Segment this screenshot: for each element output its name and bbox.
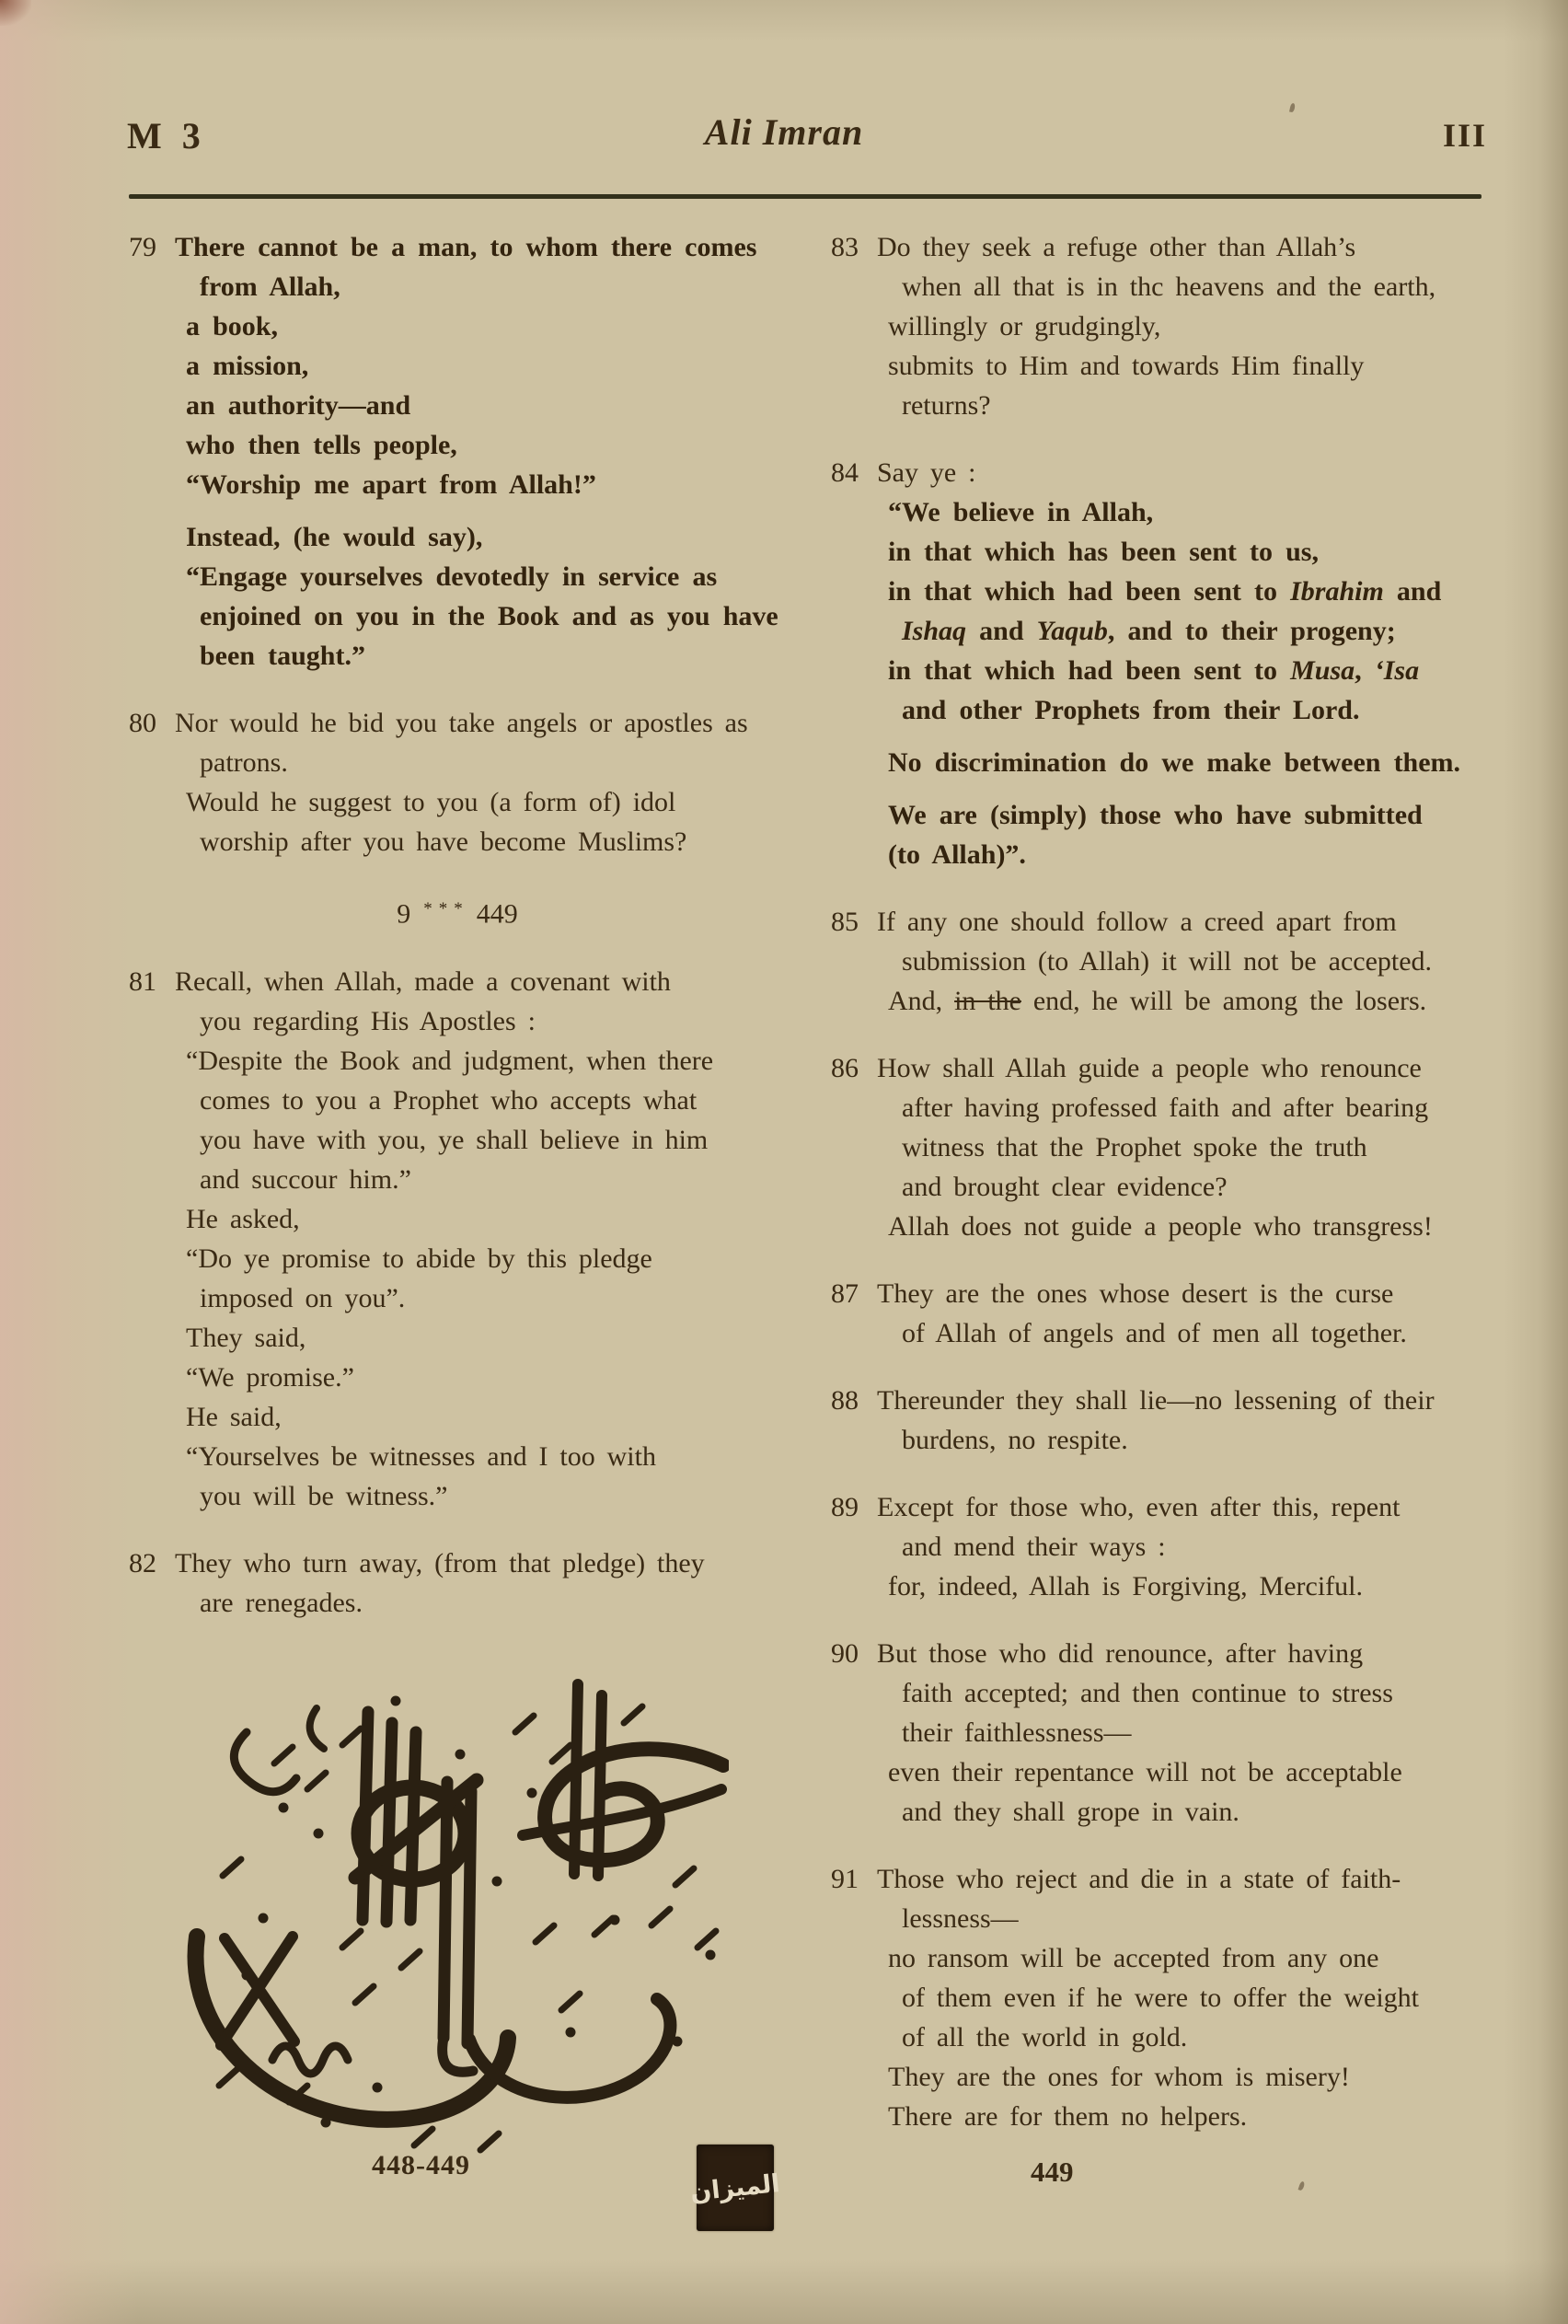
separator-right: 449 — [476, 898, 518, 930]
verse-line: Recall, when Allah, made a covenant with — [175, 965, 671, 997]
verse-line: Ishaq and Yaqub, and to their progeny; — [902, 616, 1396, 646]
verse-block — [831, 1274, 1532, 1353]
verse-number: 80 — [129, 708, 156, 738]
verse-line: their faithlessness— — [902, 1717, 1132, 1748]
verse-block — [129, 1544, 786, 1623]
verse-line: of all the world in gold. — [902, 2022, 1188, 2052]
verse-block — [129, 227, 786, 676]
verse-line: There cannot be a man, to whom there comes — [175, 232, 757, 262]
verse-line: in that which has been sent to us, — [888, 537, 1319, 567]
text-column-left — [129, 227, 786, 1650]
verse-line: for, indeed, Allah is Forgiving, Merciful. — [888, 1571, 1364, 1601]
verse-number: 87 — [831, 1278, 859, 1309]
verse-block — [831, 1859, 1532, 2136]
verse-line: enjoined on you in the Book and as you have — [200, 601, 778, 631]
verse-line: of them even if he were to offer the weight — [902, 1983, 1420, 2013]
page-number: 449 — [1031, 2156, 1074, 2188]
verse-line: He said, — [186, 1401, 282, 1432]
spread-page-numbers: 448-449 — [372, 2150, 470, 2180]
verse-line: submits to Him and towards Him finally — [888, 351, 1365, 381]
verse-line: “Worship me apart from Allah!” — [186, 469, 596, 500]
verse-line: Nor would he bid you take angels or apostles as — [175, 708, 748, 738]
verse-line: comes to you a Prophet who accepts what — [200, 1084, 698, 1116]
verse-line: Allah does not guide a people who transgress! — [888, 1211, 1433, 1242]
verse-lines — [877, 1381, 1532, 1460]
verse-line: “Do ye promise to abide by this pledge — [186, 1243, 652, 1274]
verse-line: How shall Allah guide a people who renounce — [877, 1053, 1422, 1083]
verse-line: (to Allah)”. — [888, 839, 1026, 870]
verse-line: and succour him.” — [200, 1163, 411, 1195]
text-column-right — [831, 227, 1532, 2164]
verse-line: Those who reject and die in a state of faith- — [877, 1864, 1401, 1894]
verse-block — [831, 1048, 1532, 1246]
verse-lines — [175, 1544, 786, 1623]
verse-line: an authority—and — [186, 390, 411, 421]
verse-lines — [877, 1274, 1532, 1353]
divider-rule — [129, 194, 1482, 199]
verse-line: Would he suggest to you (a form of) idol — [186, 787, 676, 817]
verse-line: “Despite the Book and judgment, when there — [186, 1045, 714, 1076]
verse-line: when all that is in thc heavens and the earth, — [902, 272, 1436, 302]
verse-line: submission (to Allah) it will not be accepted. — [902, 946, 1433, 977]
verse-line: faith accepted; and then continue to stress — [902, 1678, 1393, 1708]
verse-line: you will be witness.” — [200, 1480, 448, 1511]
publisher-stamp-icon — [688, 2145, 782, 2231]
verse-line: No discrimination do we make between them. — [888, 747, 1461, 778]
corner-stain — [0, 0, 31, 26]
verse-block — [129, 962, 786, 1516]
verse-line: in that which had been sent to Ibrahim and — [888, 576, 1442, 607]
verse-line: And, in the end, he will be among the losers. — [888, 986, 1427, 1016]
verse-line: in that which had been sent to Musa, ‘Isa — [888, 655, 1420, 686]
verse-line: burdens, no respite. — [902, 1425, 1128, 1455]
verse-lines — [175, 703, 786, 861]
header-section-label: M 3 — [127, 115, 206, 156]
verse-line: But those who did renounce, after having — [877, 1638, 1364, 1669]
verse-lines — [877, 1487, 1532, 1606]
verse-line: We are (simply) those who have submitted — [888, 800, 1423, 830]
verse-line: a book, — [186, 311, 278, 341]
verse-line: willingly or grudgingly, — [888, 311, 1161, 341]
scan-speck — [1298, 2180, 1306, 2191]
verse-number: 83 — [831, 232, 859, 262]
verse-number: 84 — [831, 457, 859, 488]
verse-line: and other Prophets from their Lord. — [902, 695, 1360, 725]
juz-separator — [129, 889, 786, 934]
verse-line: patrons. — [200, 747, 288, 778]
verse-line: There are for them no helpers. — [888, 2101, 1248, 2132]
verse-line: Instead, (he would say), — [186, 522, 483, 552]
verse-number: 82 — [129, 1547, 156, 1578]
page-header — [0, 109, 1568, 164]
header-surah-title: Ali Imran — [704, 111, 864, 153]
verse-number: 85 — [831, 907, 859, 937]
verse-line: “Engage yourselves devotedly in service as — [186, 561, 718, 592]
verse-line: lessness— — [902, 1903, 1019, 1934]
verse-line: Thereunder they shall lie—no lessening of their — [877, 1385, 1435, 1416]
verse-line: are renegades. — [200, 1587, 363, 1618]
verse-line: “We promise.” — [186, 1361, 354, 1393]
verse-number: 86 — [831, 1053, 859, 1083]
verse-line: and mend their ways : — [902, 1532, 1166, 1562]
verse-lines — [877, 227, 1532, 425]
verse-block — [831, 227, 1532, 425]
verse-line: you have with you, ye shall believe in him — [200, 1124, 709, 1155]
verse-line: They are the ones whose desert is the curse — [877, 1278, 1394, 1309]
verse-line: after having professed faith and after bearing — [902, 1093, 1429, 1123]
verse-line: returns? — [902, 390, 991, 421]
verse-line: “Yourselves be witnesses and I too with — [186, 1440, 656, 1472]
verse-line: imposed on you”. — [200, 1282, 406, 1313]
verse-line: and they shall grope in vain. — [902, 1797, 1239, 1827]
verse-line: even their repentance will not be acceptable — [888, 1757, 1402, 1787]
verse-line: who then tells people, — [186, 430, 457, 460]
verse-line: They said, — [186, 1322, 306, 1353]
verse-number: 90 — [831, 1638, 859, 1669]
verse-line: “We believe in Allah, — [888, 497, 1154, 527]
verse-line: no ransom will be accepted from any one — [888, 1943, 1379, 1973]
verse-line: If any one should follow a creed apart from — [877, 907, 1397, 937]
stamp-text: الميزان — [688, 2168, 782, 2207]
verse-block — [129, 703, 786, 861]
verse-line: They are the ones for whom is misery! — [888, 2062, 1350, 2092]
verse-number: 91 — [831, 1864, 859, 1894]
verse-line: of Allah of angels and of men all together. — [902, 1318, 1407, 1348]
verse-number: 88 — [831, 1385, 859, 1416]
verse-block — [831, 1381, 1532, 1460]
verse-line: you regarding His Apostles : — [200, 1005, 536, 1036]
verse-line: Do they seek a refuge other than Allah’s — [877, 232, 1356, 262]
verse-lines — [877, 453, 1532, 874]
verse-block — [831, 902, 1532, 1021]
verse-lines — [877, 1048, 1532, 1246]
verse-line: Say ye : — [877, 457, 976, 488]
verse-line: been taught.” — [200, 641, 365, 671]
verse-lines — [877, 1859, 1532, 2136]
verse-number: 79 — [129, 232, 156, 262]
verse-line: witness that the Prophet spoke the truth — [902, 1132, 1367, 1162]
verse-lines — [877, 1634, 1532, 1832]
verse-lines — [175, 227, 786, 676]
separator-left: 9 — [397, 898, 411, 930]
verse-line: a mission, — [186, 351, 309, 381]
verse-number: 81 — [129, 965, 156, 997]
verse-lines — [877, 902, 1532, 1021]
verse-line: from Allah, — [200, 272, 340, 302]
verse-number: 89 — [831, 1492, 859, 1522]
verse-lines — [175, 962, 786, 1516]
verse-block — [831, 1634, 1532, 1832]
verse-line: Except for those who, even after this, repent — [877, 1492, 1401, 1522]
verse-block — [831, 1487, 1532, 1606]
verse-line: They who turn away, (from that pledge) they — [175, 1547, 705, 1578]
header-page-roman: III — [1443, 117, 1488, 154]
verse-block — [831, 453, 1532, 874]
separator-stars: *** — [423, 899, 469, 919]
verse-line: and brought clear evidence? — [902, 1172, 1228, 1202]
verse-line: He asked, — [186, 1203, 300, 1234]
arabic-calligraphy-artwork — [136, 1644, 729, 2159]
verse-line: worship after you have become Muslims? — [200, 827, 687, 857]
